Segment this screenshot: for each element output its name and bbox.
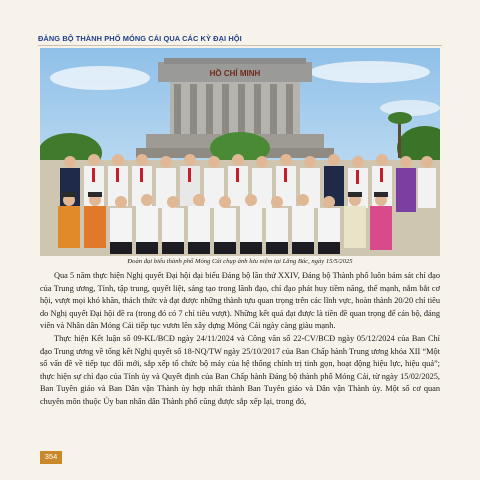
header-divider bbox=[38, 45, 442, 46]
photo-caption: Đoàn đại biểu thành phố Móng Cái chụp ảnh lưu niệm tại Lăng Bác, ngày 15/5/2025 bbox=[127, 258, 353, 265]
running-header: ĐẢNG BỘ THÀNH PHỐ MÓNG CÁI QUA CÁC KỲ ĐẠI HỘI bbox=[38, 34, 242, 43]
body-text bbox=[40, 270, 440, 409]
mausoleum-inscription: HỒ CHÍ MINH bbox=[209, 69, 261, 78]
paragraph: Thực hiện Kết luận số 09-KL/BCĐ ngày 24/11/2024 và Công văn số 22-CV/BCĐ ngày 05/12/2024 của Ban Chỉ đạo Trung ương về tổng kết Nghị quyết số 18-NQ/TW ngày 25/10/2017 của Ban Chấp hành Trung ương khóa XII “Một số vấn đề về tiếp tục đổi mới, sắp xếp tổ chức bộ máy của hệ thống chính trị tinh gọn, hoạt động hiệu lực, hiệu quả”; thực hiện sự chỉ đạo của Tỉnh ủy và Quyết định của Ban Chấp hành Đảng bộ thành phố Móng Cái, từ ngày 15/02/2025, Ban Tuyên giáo và Ban Dân vận Thành ủy hợp nhất thành Ban Tuyên giáo và Dân vận Thành ủy. Một số cơ quan chuyên môn thuộc Ủy ban nhân dân Thành phố cũng được sắp xếp lại, trong đó, bbox=[40, 333, 440, 406]
page-number: 354 bbox=[44, 452, 58, 461]
paragraph: Qua 5 năm thực hiện Nghị quyết Đại hội đại biểu Đảng bộ lần thứ XXIV, Đảng bộ Thành phố luôn bám sát chỉ đạo của Trung ương, Tỉnh, tập trung, quyết liệt, sáng tạo trong lãnh đạo, chỉ đạo phát huy tiềm năng, thế mạnh, nắm bắt cơ hội, vượt mọi khó khăn, thách thức và đạt được những thành tựu quan trọng trên các lĩnh vực, hoàn thành 20/20 chỉ tiêu do Nghị quyết Đại hội đề ra (trong đó có 7 chỉ tiêu vượt). Những kết quả đạt được là tiền đề quan trọng để cán bộ, đảng viên và Nhân dân Móng Cái tiếp tục vươn lên xây dựng Móng Cái ngày càng giàu mạnh. bbox=[40, 271, 440, 331]
group-photo bbox=[40, 48, 440, 256]
group-photo-icon bbox=[40, 48, 440, 256]
